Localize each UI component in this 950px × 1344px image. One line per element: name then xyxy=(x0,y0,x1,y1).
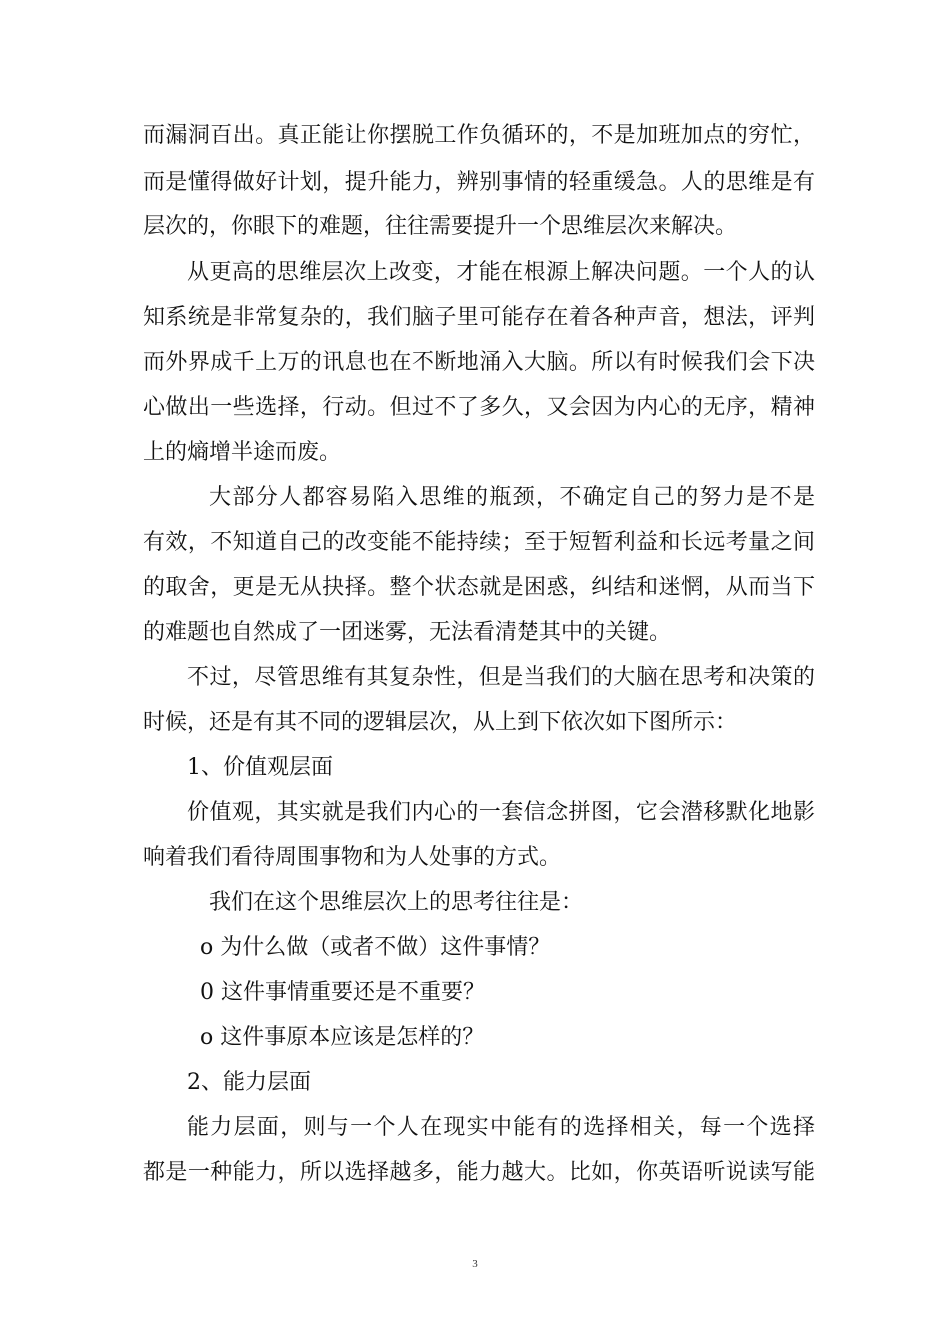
text-line: 时候，还是有其不同的逻辑层次，从上到下依次如下图所示： xyxy=(143,710,738,735)
text-line: 不过，尽管思维有其复杂性，但是当我们的大脑在思考和决策的 xyxy=(187,665,815,690)
text-line: 知系统是非常复杂的，我们脑子里可能存在着各种声音，想法，评判 xyxy=(143,305,815,330)
text-line: 上的熵增半途而废。 xyxy=(143,440,342,465)
text-line: 能力层面，则与一个人在现实中能有的选择相关，每一个选择 xyxy=(187,1115,815,1140)
text-line: 从更高的思维层次上改变，才能在根源上解决问题。一个人的认 xyxy=(187,260,815,285)
text-line: 有效，不知道自己的改变能不能持续；至于短暂利益和长远考量之间 xyxy=(143,530,815,555)
text-line: 层次的，你眼下的难题，往往需要提升一个思维层次来解决。 xyxy=(143,214,738,239)
text-line: 而漏洞百出。真正能让你摆脱工作负循环的，不是加班加点的穷忙， xyxy=(143,123,815,148)
page-number: 3 xyxy=(472,1258,478,1270)
text-line: 的难题也自然成了一团迷雾，无法看清楚其中的关键。 xyxy=(143,620,672,645)
text-line: 的取舍，更是无从抉择。整个状态就是困惑，纠结和迷惘，从而当下 xyxy=(143,575,815,600)
section-heading-values: 1、价值观层面 xyxy=(187,755,333,780)
text-line: 价值观，其实就是我们内心的一套信念拼图，它会潜移默化地影 xyxy=(187,800,815,825)
text-line: 心做出一些选择，行动。但过不了多久，又会因为内心的无序，精神 xyxy=(143,395,815,420)
list-item: o 为什么做（或者不做）这件事情？ xyxy=(200,935,551,960)
text-line: 而是懂得做好计划，提升能力，辨别事情的轻重缓急。人的思维是有 xyxy=(143,170,815,195)
text-line: 大部分人都容易陷入思维的瓶颈，不确定自己的努力是不是 xyxy=(209,485,815,510)
list-item: o 这件事原本应该是怎样的？ xyxy=(200,1025,485,1050)
text-line: 而外界成千上万的讯息也在不断地涌入大脑。所以有时候我们会下决 xyxy=(143,350,815,375)
text-line: 我们在这个思维层次上的思考往往是： xyxy=(209,890,584,915)
section-heading-ability: 2、能力层面 xyxy=(187,1070,311,1095)
text-line: 响着我们看待周围事物和为人处事的方式。 xyxy=(143,845,562,870)
text-line: 都是一种能力，所以选择越多，能力越大。比如，你英语听说读写能 xyxy=(143,1160,815,1185)
list-item: 0 这件事情重要还是不重要？ xyxy=(200,980,485,1005)
